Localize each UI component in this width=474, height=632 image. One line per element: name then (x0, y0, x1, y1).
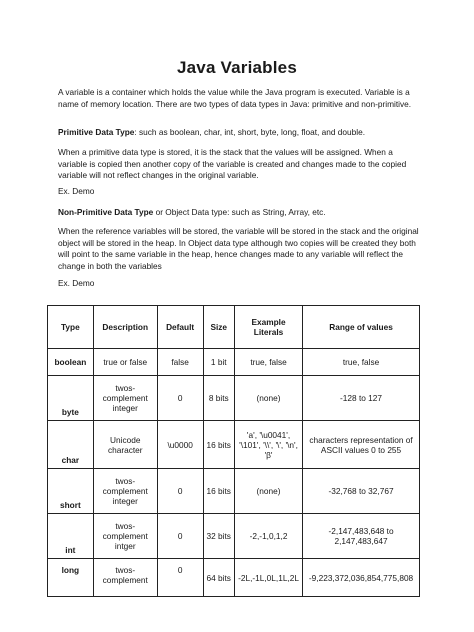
column-header: Example Literals (235, 306, 303, 349)
default-cell: 0 (157, 559, 203, 597)
column-header: Default (157, 306, 203, 349)
primitive-label: Primitive Data Type (58, 127, 135, 137)
page-title: Java Variables (176, 58, 297, 77)
type-cell: short (48, 469, 94, 514)
example-label-2: Ex. Demo (58, 278, 95, 288)
table-row (48, 421, 420, 469)
literals-cell: (none) (235, 376, 303, 421)
description-cell: twos-complement integer (93, 469, 157, 514)
table-row (48, 559, 420, 597)
range-cell: true, false (303, 349, 420, 376)
data-types-table (47, 305, 420, 597)
example-label-1: Ex. Demo (58, 186, 95, 196)
literals-cell: 'a', '\u0041', '\101', '\\', '\', '\n', 'β' (235, 421, 303, 469)
primitive-description: When a primitive data type is stored, it is the stack that the values will be assigned. When a variable is copied then another copy of the variable is created and changes made to the copied variable will not reflect changes in the original variable. (58, 147, 407, 181)
type-cell: byte (48, 376, 94, 421)
size-cell: 8 bits (203, 376, 235, 421)
default-cell: 0 (157, 514, 203, 559)
column-header: Range of values (303, 306, 420, 349)
column-header: Size (203, 306, 235, 349)
table-row (48, 469, 420, 514)
description-cell: Unicode character (93, 421, 157, 469)
description-cell: twos-complement integer (93, 376, 157, 421)
table-row (48, 376, 420, 421)
table-row (48, 514, 420, 559)
default-cell: false (157, 349, 203, 376)
default-cell: 0 (157, 376, 203, 421)
intro-paragraph: A variable is a container which holds the value while the Java program is executed. Variable is a name of memory location. There are two types of data types in Java: primitive and non-primitive. (58, 87, 412, 109)
type-cell: int (48, 514, 94, 559)
description-cell: twos-complement intger (93, 514, 157, 559)
type-cell: boolean (48, 349, 94, 376)
non-primitive-paragraph (58, 207, 420, 219)
range-cell: -128 to 127 (303, 376, 420, 421)
non-primitive-text: or Object Data type: such as String, Array, etc. (153, 207, 326, 217)
size-cell: 16 bits (203, 421, 235, 469)
range-cell: -32,768 to 32,767 (303, 469, 420, 514)
literals-cell: -2,-1,0,1,2 (235, 514, 303, 559)
type-cell: char (48, 421, 94, 469)
default-cell: 0 (157, 469, 203, 514)
literals-cell: (none) (235, 469, 303, 514)
description-cell: true or false (93, 349, 157, 376)
primitive-text: : such as boolean, char, int, short, byte, long, float, and double. (134, 127, 366, 137)
column-header: Type (48, 306, 94, 349)
primitive-paragraph (58, 127, 420, 139)
table-header-row (48, 306, 420, 349)
size-cell: 1 bit (203, 349, 235, 376)
range-cell: -9,223,372,036,854,775,808 (303, 559, 420, 597)
literals-cell: true, false (235, 349, 303, 376)
column-header: Description (93, 306, 157, 349)
size-cell: 32 bits (203, 514, 235, 559)
table-row (48, 349, 420, 376)
type-cell: long (48, 559, 94, 597)
non-primitive-label: Non-Primitive Data Type (58, 207, 154, 217)
non-primitive-description: When the reference variables will be stored, the variable will be stored in the stack and the original object will be stored in the heap. In Object data type although two copies will be created they both will point to the same variable in the heap, hence changes made to any variable will reflect the change in both the variables (58, 226, 419, 271)
size-cell: 64 bits (203, 559, 235, 597)
range-cell: characters representation of ASCII values 0 to 255 (303, 421, 420, 469)
literals-cell: -2L,-1L,0L,1L,2L (235, 559, 303, 597)
default-cell: \u0000 (157, 421, 203, 469)
size-cell: 16 bits (203, 469, 235, 514)
description-cell: twos-complement (93, 559, 157, 597)
range-cell: -2,147,483,648 to 2,147,483,647 (303, 514, 420, 559)
